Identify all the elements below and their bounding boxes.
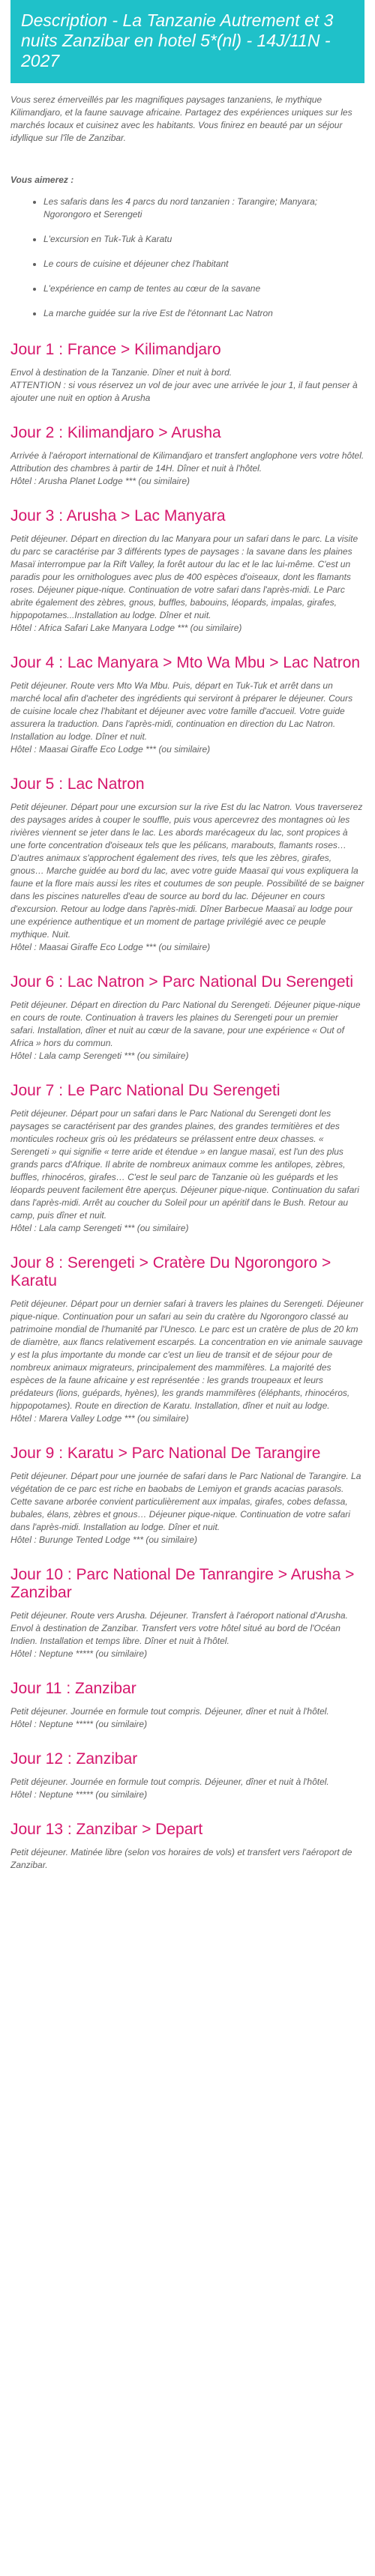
day-text-line: Petit déjeuner. Journée en formule tout compris. Déjeuner, dîner et nuit à l'hôtel. <box>10 1777 329 1787</box>
day-text-line: Petit déjeuner. Départ pour une journée de safari dans le Parc National de Tarangire. La végétation de ce parc est riche en baobabs de Lemiyon et grands acacias parasols. Cette savane arborée convient particulièrement aux impalas, girafes, cobes defassa, bubales, élans, zèbres et gnous… Déjeuner pique-nique. Continuation de votre safari dans l'après-midi. Installation au lodge. Dîner et nuit. <box>10 1471 362 1532</box>
day-section <box>10 775 364 954</box>
day-hotel: Hôtel : Africa Safari Lake Manyara Lodge *** (ou similaire) <box>10 623 242 633</box>
day-hotel: Hôtel : Burunge Tented Lodge *** (ou similaire) <box>10 1535 198 1545</box>
day-title: Jour 9 : Karatu > Parc National De Tarangire <box>10 1445 321 1462</box>
list-item: • Les safaris dans les 4 parcs du nord tanzanien : Tarangire; Manyara; Ngorongoro et Serengeti <box>44 196 364 221</box>
day-hotel: Hôtel : Maasai Giraffe Eco Lodge *** (ou similaire) <box>10 744 211 755</box>
day-text-line: Petit déjeuner. Départ en direction du Parc National du Serengeti. Déjeuner pique-nique en cours de route. Continuation à travers les plaines du Serengeti pour un premier safari. Installation, dîner et nuit au cœur de la savane, pour une expérience « Out of Africa » hors du commun. <box>10 1000 361 1048</box>
day-text-line: Petit déjeuner. Départ pour une excursion sur la rive Est du lac Natron. Vous traverserez des paysages arides à couper le souffle, puis vous apercevrez des montagnes où les rivières viennent se jeter dans le lac. Les abords marécageux du lac, sont propices à une forte concentration d'oiseaux tels que les pélicans, marabouts, flamants roses… D'autres animaux s'approchent également des rives, tels que les zèbres, girafes, gnous… Marche guidée au bord du lac, avec votre guide Maasaï qui vous expliquera la faune et la flore mais aussi les rites et coutumes de son peuple. Possibilité de se baigner dans les piscines naturelles d'eau de source au bord du lac. Déjeuner en cours d'excursion. Retour au lodge dans l'après-midi. Dîner Barbecue Maasaï au lodge pour une expérience authentique et un moment de partage privilégié avec ce peuple mythique. Nuit. <box>10 802 364 940</box>
day-title: Jour 6 : Lac Natron > Parc National Du Serengeti <box>10 973 353 991</box>
list-item: • Le cours de cuisine et déjeuner chez l'habitant <box>44 258 364 270</box>
day-text-line: Petit déjeuner. Journée en formule tout compris. Déjeuner, dîner et nuit à l'hôtel. <box>10 1706 329 1717</box>
day-text-line: ATTENTION : si vous réservez un vol de jour avec une arrivée le jour 1, il faut penser à ajouter une nuit en option à Arusha <box>10 380 358 403</box>
day-title: Jour 7 : Le Parc National Du Serengeti <box>10 1082 280 1099</box>
day-section <box>10 654 364 756</box>
day-section <box>10 1254 364 1425</box>
intro-paragraph: Vous serez émerveillés par les magnifiques paysages tanzaniens, le mythique Kilimandjaro, et la faune sauvage africaine. Partagez des expériences uniques sur les marchés locaux et cuisinez avec les habitants. Vous finirez en beauté par un séjour idyllique sur l'île de Zanzibar. <box>10 94 352 143</box>
day-hotel: Hôtel : Lala camp Serengeti *** (ou similaire) <box>10 1223 189 1233</box>
page-title: Description - La Tanzanie Autrement et 3 nuits Zanzibar en hotel 5*(nl) - 14J/11N - 2027 <box>21 10 334 70</box>
day-hotel: Hôtel : Neptune ***** (ou similaire) <box>10 1789 148 1800</box>
day-title: Jour 1 : France > Kilimandjaro <box>10 341 221 358</box>
day-title: Jour 5 : Lac Natron <box>10 775 145 793</box>
day-description <box>10 533 364 635</box>
day-description <box>10 1776 364 1801</box>
day-description <box>10 1470 364 1546</box>
day-description <box>10 801 364 954</box>
day-title: Jour 3 : Arusha > Lac Manyara <box>10 507 226 524</box>
itinerary <box>10 341 364 1872</box>
day-title: Jour 10 : Parc National De Tanrangire > Arusha > Zanzibar <box>10 1566 355 1601</box>
list-item: • L'expérience en camp de tentes au cœur de la savane <box>44 282 364 295</box>
day-description <box>10 450 364 488</box>
day-section <box>10 1445 364 1546</box>
list-item: • La marche guidée sur la rive Est de l'étonnant Lac Natron <box>44 307 364 320</box>
day-hotel: Hôtel : Neptune ***** (ou similaire) <box>10 1648 148 1659</box>
day-title: Jour 12 : Zanzibar <box>10 1750 138 1768</box>
highlights-title: Vous aimerez : <box>10 175 74 185</box>
day-text-line: Petit déjeuner. Route vers Mto Wa Mbu. Puis, départ en Tuk-Tuk et arrêt dans un marché local afin d'acheter des ingrédients qui serviront à préparer le déjeuner. Cours de cuisine locale chez l'habitant et déjeuner avec votre famille d'accueil. Votre guide assurera la traduction. Dans l'après-midi, continuation en direction du Lac Natron. Installation au lodge. Dîner et nuit. <box>10 680 353 742</box>
highlights-list <box>10 196 364 320</box>
day-hotel: Hôtel : Neptune ***** (ou similaire) <box>10 1719 148 1729</box>
day-hotel: Hôtel : Maasai Giraffe Eco Lodge *** (ou similaire) <box>10 942 211 952</box>
day-text-line: Petit déjeuner. Matinée libre (selon vos horaires de vols) et transfert vers l'aéroport de Zanzibar. <box>10 1847 352 1870</box>
day-description <box>10 1846 364 1872</box>
day-section <box>10 1750 364 1801</box>
title-banner <box>10 0 364 83</box>
day-text-line: Petit déjeuner. Départ pour un dernier safari à travers les plaines du Serengeti. Déjeuner pique-nique. Continuation pour un safari au sein du cratère du Ngorongoro classé au patrimoine mondial de l'humanité par l'Unesco. Le parc est un cratère de plus de 20 km de diamètre, aux flancs relativement escarpés. La concentration en vie animale sauvage y est la plus importante du monde car c'est un lieu de transit et de séjour pour de nombreux animaux migrateurs, principalement des mammifères. La majorité des espèces de la faune africaine y est représentée : les grands troupeaux et leurs prédateurs (lions, guépards, hyènes), les grands mammifères (éléphants, rhinocéros, hippopotames). Route en direction de Karatu. Installation, dîner et nuit au lodge. <box>10 1298 364 1411</box>
day-hotel: Hôtel : Lala camp Serengeti *** (ou similaire) <box>10 1050 189 1061</box>
day-description <box>10 1298 364 1425</box>
day-section <box>10 341 364 405</box>
day-description <box>10 366 364 405</box>
day-description <box>10 680 364 756</box>
day-hotel: Hôtel : Marera Valley Lodge *** (ou similaire) <box>10 1413 189 1424</box>
day-title: Jour 4 : Lac Manyara > Mto Wa Mbu > Lac Natron <box>10 654 361 671</box>
day-title: Jour 2 : Kilimandjaro > Arusha <box>10 424 221 441</box>
day-text-line: Petit déjeuner. Départ en direction du lac Manyara pour un safari dans le parc. La visite du parc se caractérise par 3 différents types de paysages : la savane dans les plaines Masaï interrompue par la Rift Valley, la forêt autour du lac et le lac lui-même. C'est un paradis pour les ornithologues avec plus de 400 espèces d'oiseaux, dont les flamants roses. Déjeuner pique-nique. Continuation de votre safari dans l'après-midi. Le Parc abrite également des zèbres, gnous, buffles, babouins, léopards, impalas, girafes, hippopotames...Installation au lodge. Dîner et nuit. <box>10 533 358 620</box>
day-section <box>10 973 364 1062</box>
day-hotel: Hôtel : Arusha Planet Lodge *** (ou similaire) <box>10 476 190 486</box>
day-title: Jour 8 : Serengeti > Cratère Du Ngorongoro > Karatu <box>10 1254 332 1289</box>
day-description <box>10 1609 364 1660</box>
day-title: Jour 11 : Zanzibar <box>10 1680 136 1697</box>
day-description <box>10 1107 364 1235</box>
day-section <box>10 507 364 635</box>
day-section <box>10 1566 364 1660</box>
day-description <box>10 999 364 1062</box>
day-text-line: Envol à destination de la Tanzanie. Dîner et nuit à bord. <box>10 367 232 378</box>
day-text-line: Petit déjeuner. Départ pour un safari dans le Parc National du Serengeti dont les paysages se caractérisent par des grandes plaines, des grandes termitières et des monticules rocheux gris où les prédateurs se prélassent entre deux chasses. « Serengeti » qui signifie « terre aride et étendue » en langue masaï, est l'un des plus grands parcs d'Afrique. Il abrite de nombreux animaux comme les antilopes, zèbres, buffles, rhinocéros, girafes… C'est le seul parc de Tanzanie où les guépards et les léopards peuvent facilement être aperçus. Déjeuner pique-nique. Continuation du safari dans l'après-midi. Arrêt au coucher du Soleil pour un apéritif dans le Bush. Retour au camp, puis dîner et nuit. <box>10 1108 359 1221</box>
day-text-line: Arrivée à l'aéroport international de Kilimandjaro et transfert anglophone vers votre hôtel. Attribution des chambres à partir de 14H. Dîner et nuit à l'hôtel. <box>10 450 364 474</box>
day-section <box>10 1082 364 1235</box>
day-description <box>10 1705 364 1731</box>
day-section <box>10 424 364 488</box>
day-section <box>10 1680 364 1731</box>
day-title: Jour 13 : Zanzibar > Depart <box>10 1821 203 1838</box>
day-section <box>10 1821 364 1872</box>
list-item: • L'excursion en Tuk-Tuk à Karatu <box>44 233 364 246</box>
day-text-line: Petit déjeuner. Route vers Arusha. Déjeuner. Transfert à l'aéroport national d'Arusha. Envol à destination de Zanzibar. Transfert vers votre hôtel situé au bord de l'Océan Indien. Installation et temps libre. Dîner et nuit à l'hôtel. <box>10 1610 348 1646</box>
